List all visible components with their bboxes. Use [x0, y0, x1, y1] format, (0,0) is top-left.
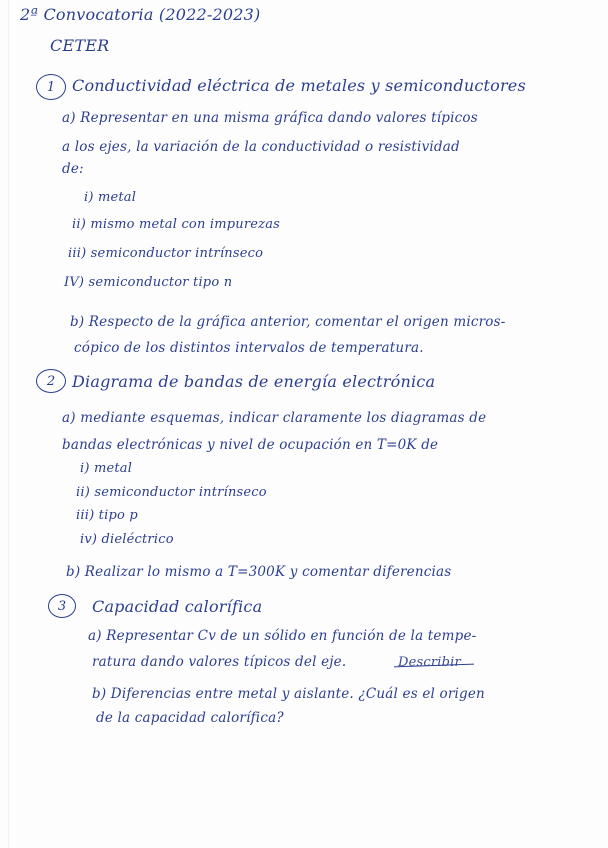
- section-1-item-2: ii) mismo metal con impurezas: [72, 217, 281, 232]
- section-2-a-line-1: a) mediante esquemas, indicar claramente los diagramas de: [62, 410, 487, 426]
- section-1-b-line-1: b) Respecto de la gráfica anterior, comentar el origen micros-: [70, 314, 506, 330]
- section-3-title: Capacidad calorífica: [92, 597, 263, 616]
- section-3-b-line-2: de la capacidad calorífica?: [96, 710, 284, 726]
- section-3-a-line-2: ratura dando valores típicos del eje.: [92, 654, 347, 670]
- section-1-item-1: i) metal: [84, 190, 137, 205]
- section-1-a-line-3: de:: [62, 161, 84, 177]
- section-2-b-line-1: b) Realizar lo mismo a T=300K y comentar diferencias: [66, 564, 452, 580]
- section-1-number: [36, 74, 66, 100]
- section-2-item-3: iii) tipo p: [76, 508, 138, 523]
- section-2-item-1: i) metal: [80, 461, 133, 476]
- section-1-number-text: 1: [46, 79, 56, 95]
- course-name: CETER: [50, 36, 110, 55]
- section-1-a-line-1: a) Representar en una misma gráfica dando valores típicos: [62, 110, 478, 126]
- section-1-title: Conductividad eléctrica de metales y semiconductores: [72, 76, 526, 95]
- section-1-item-3: iii) semiconductor intrínseco: [68, 246, 264, 261]
- section-3-struck-word: Describir: [398, 655, 461, 670]
- section-1-item-4: IV) semiconductor tipo n: [64, 275, 233, 290]
- section-1-b-line-2: cópico de los distintos intervalos de temperatura.: [74, 340, 424, 356]
- exam-title: 2ª Convocatoria (2022-2023): [20, 5, 261, 24]
- page-edge: [8, 0, 9, 848]
- section-3-a-line-1: a) Representar Cv de un sólido en función de la tempe-: [88, 628, 477, 644]
- section-2-item-2: ii) semiconductor intrínseco: [76, 485, 267, 500]
- section-3-number-text: 3: [57, 598, 67, 614]
- section-3-b-line-1: b) Diferencias entre metal y aislante. ¿Cuál es el origen: [92, 686, 485, 702]
- section-2-a-line-2: bandas electrónicas y nivel de ocupación en T=0K de: [62, 437, 439, 453]
- section-2-number-text: 2: [46, 373, 56, 389]
- section-2-title: Diagrama de bandas de energía electrónica: [72, 372, 436, 391]
- section-2-number: [36, 369, 66, 393]
- section-1-a-line-2: a los ejes, la variación de la conductividad o resistividad: [62, 139, 460, 155]
- section-3-number: [48, 594, 76, 618]
- section-2-item-4: iv) dieléctrico: [80, 532, 174, 547]
